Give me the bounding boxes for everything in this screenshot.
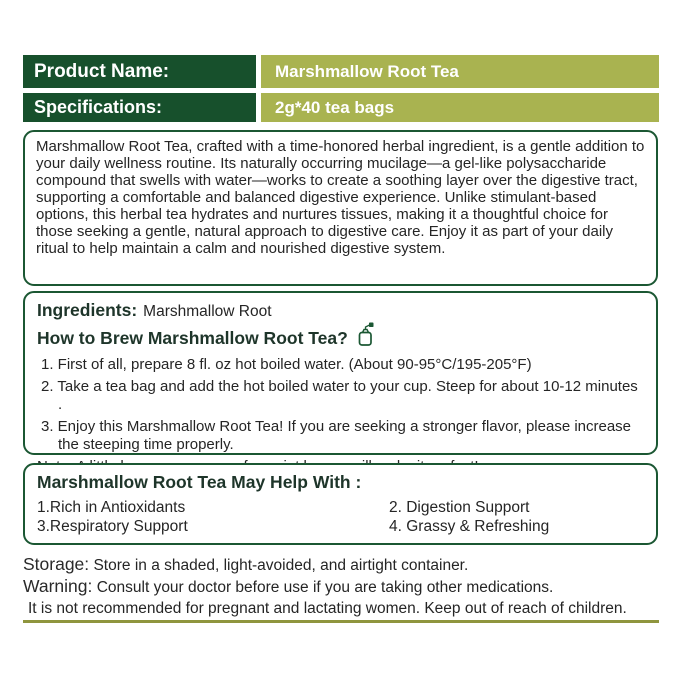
storage-line xyxy=(23,554,663,576)
product-name-label: Product Name: xyxy=(23,55,256,88)
brew-step-2: 2. Take a tea bag and add the hot boiled water to your cup. Steep for about 10-12 minutes . xyxy=(41,378,638,413)
ingredients-value: Marshmallow Root xyxy=(143,303,272,320)
benefits-grid xyxy=(37,498,644,536)
brew-step-3: 3. Enjoy this Marshmallow Root Tea! If you are seeking a stronger flavor, please increase the steeping time properly. xyxy=(41,418,632,453)
bottom-divider xyxy=(23,620,659,623)
brew-box xyxy=(23,291,658,455)
teabag-icon xyxy=(358,322,375,352)
benefits-heading: Marshmallow Root Tea May Help With : xyxy=(37,472,362,492)
product-name-value: Marshmallow Root Tea xyxy=(261,55,659,88)
benefit-item-3: 3.Respiratory Support xyxy=(37,518,188,535)
warning-text: Consult your doctor before use if you are taking other medications. xyxy=(96,579,554,596)
specifications-label: Specifications: xyxy=(23,93,256,122)
ingredients-line xyxy=(37,300,646,321)
warning-continuation: It is not recommended for pregnant and lactating women. Keep out of reach of children. xyxy=(28,600,627,617)
storage-warning-block xyxy=(23,554,663,619)
benefits-box xyxy=(23,463,658,545)
brew-heading-line xyxy=(37,324,646,352)
benefit-item-2: 2. Digestion Support xyxy=(389,499,530,516)
specifications-value: 2g*40 tea bags xyxy=(261,93,659,122)
brew-heading: How to Brew Marshmallow Root Tea? xyxy=(37,327,348,348)
brew-step-1: 1. First of all, prepare 8 fl. oz hot boiled water. (About 90-95°C/195-205°F) xyxy=(41,356,532,373)
warning-label: Warning: xyxy=(23,576,93,596)
ingredients-label: Ingredients: xyxy=(37,300,138,320)
product-name-row xyxy=(23,55,659,88)
description-box xyxy=(23,130,658,286)
warning-line xyxy=(23,576,663,598)
description-text: Marshmallow Root Tea, crafted with a time-honored herbal ingredient, is a gentle addition to your daily wellness routine. Its naturally occurring mucilage—a gel-like polysaccharide compound that swells with water—works to create a soothing layer over the digestive tract, supporting a comfortable and balanced digestive experience. Unlike stimulant-based options, this herbal tea hydrates and nurtures tissues, making it a thoughtful choice for those seeking a gentle, natural approach to digestive care. Enjoy it as part of your daily ritual to help maintain a calm and nourished digestive system. xyxy=(36,138,645,257)
specifications-row xyxy=(23,93,659,122)
benefit-item-4: 4. Grassy & Refreshing xyxy=(389,518,550,535)
storage-label: Storage: xyxy=(23,554,90,574)
benefit-item-1: 1.Rich in Antioxidants xyxy=(37,499,186,516)
storage-text: Store in a shaded, light-avoided, and airtight container. xyxy=(93,557,469,574)
